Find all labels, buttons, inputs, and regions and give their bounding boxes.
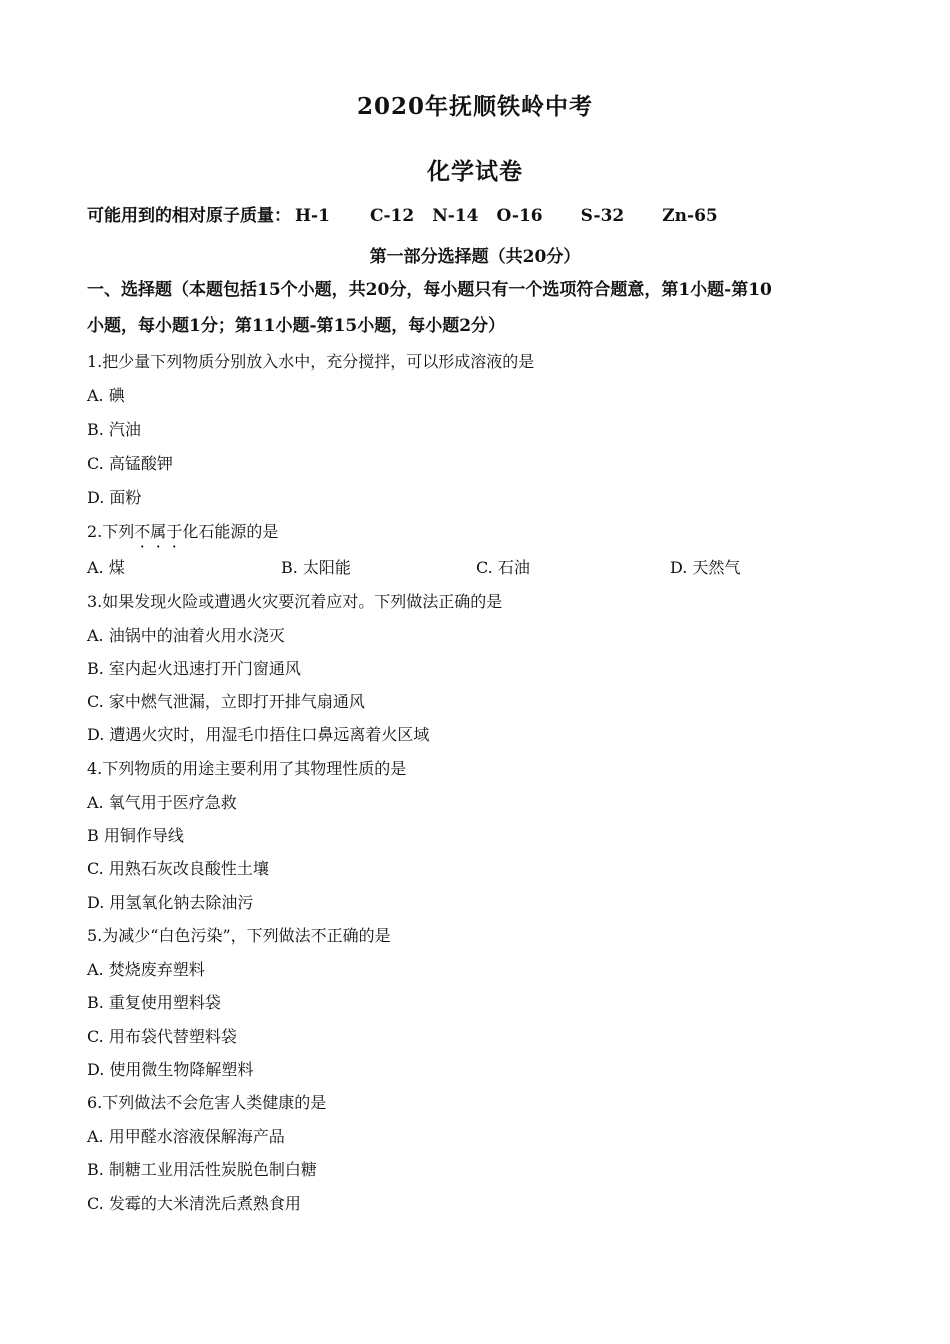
question-5-option-d: D. 使用微生物降解塑料: [87, 1060, 254, 1079]
question-5-option-a: A. 焚烧废弃塑料: [87, 960, 205, 979]
question-4-stem: 4.下列物质的用途主要利用了其物理性质的是: [87, 759, 407, 778]
mass-item: Zn-65: [662, 206, 718, 226]
question-3-option-d: D. 遭遇火灾时，用湿毛巾捂住口鼻远离着火区域: [87, 725, 430, 744]
question-2-option-c: C. 石油: [476, 558, 530, 577]
question-2-options: [87, 558, 847, 578]
question-6-stem: 6.下列做法不会危害人类健康的是: [87, 1093, 327, 1112]
mass-item: S-32: [580, 206, 625, 226]
atomic-masses: [87, 206, 718, 226]
question-3-option-a: A. 油锅中的油着火用水浇灭: [87, 626, 285, 645]
question-2-emphasis: 不属于: [134, 522, 183, 541]
question-5-option-c: C. 用布袋代替塑料袋: [87, 1027, 237, 1046]
question-3-option-b: B. 室内起火迅速打开门窗通风: [87, 659, 301, 678]
mass-item: N-14: [432, 206, 479, 226]
question-3-option-c: C. 家中燃气泄漏，立即打开排气扇通风: [87, 692, 365, 711]
question-2-stem-prefix: 2.下列: [87, 522, 135, 541]
question-4-option-a: A. 氧气用于医疗急救: [87, 793, 237, 812]
question-4-option-d: D. 用氢氧化钠去除油污: [87, 893, 254, 912]
exam-title: 2020年抚顺铁岭中考: [356, 93, 593, 120]
part-heading: 第一部分选择题（共20分）: [369, 247, 581, 267]
question-6-option-c: C. 发霉的大米清洗后煮熟食用: [87, 1194, 301, 1213]
question-2-option-b: B. 太阳能: [281, 558, 351, 577]
question-4-option-b: B 用铜作导线: [87, 826, 184, 845]
question-4-option-c: C. 用熟石灰改良酸性土壤: [87, 859, 269, 878]
question-1-option-a: A. 碘: [87, 386, 125, 405]
exam-subtitle: 化学试卷: [427, 158, 523, 185]
section-instructions-line2: 小题，每小题1分；第11小题-第15小题，每小题2分）: [87, 316, 506, 336]
question-3-stem: 3.如果发现火险或遭遇火灾要沉着应对。下列做法正确的是: [87, 592, 503, 611]
question-1-stem: 1.把少量下列物质分别放入水中，充分搅拌，可以形成溶液的是: [87, 352, 535, 371]
question-6-option-a: A. 用甲醛水溶液保解海产品: [87, 1127, 285, 1146]
question-1-option-c: C. 高锰酸钾: [87, 454, 173, 473]
question-2-stem-suffix: 化石能源的是: [182, 522, 279, 541]
question-6-option-b: B. 制糖工业用活性炭脱色制白糖: [87, 1160, 317, 1179]
atomic-masses-label: 可能用到的相对原子质量：: [87, 206, 291, 226]
question-2-option-a: A. 煤: [87, 558, 125, 577]
section-instructions-line1: 一、选择题（本题包括15个小题，共20分，每小题只有一个选项符合题意，第1小题-第10: [87, 280, 772, 300]
mass-item: H-1: [295, 206, 330, 226]
question-1-option-b: B. 汽油: [87, 420, 141, 439]
question-1-option-d: D. 面粉: [87, 488, 142, 507]
question-5-stem: 5.为减少“白色污染”，下列做法不正确的是: [87, 926, 391, 945]
mass-item: O-16: [496, 206, 543, 226]
question-5-option-b: B. 重复使用塑料袋: [87, 993, 221, 1012]
mass-item: C-12: [369, 206, 415, 226]
question-2-stem: [87, 522, 278, 542]
question-2-option-d: D. 天然气: [670, 558, 741, 577]
